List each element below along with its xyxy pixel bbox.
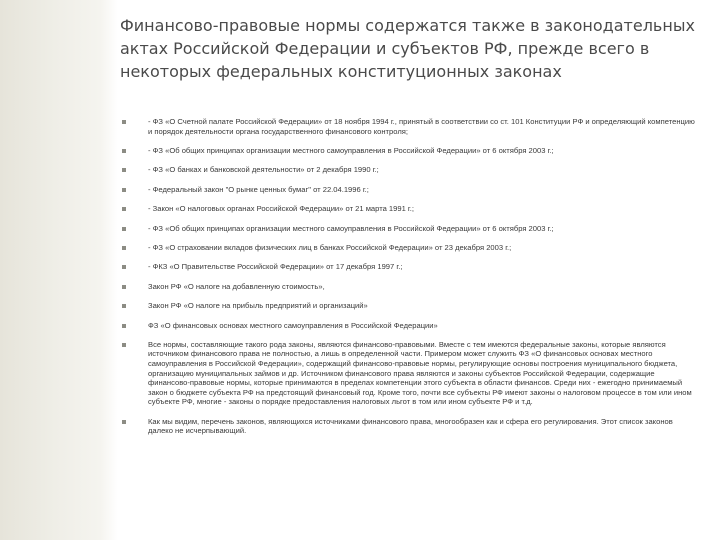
- list-item-text: Закон РФ «О налоге на добавленную стоимость»,: [148, 281, 325, 291]
- list-item-text: - ФЗ «Об общих принципах организации местного самоуправления в Российской Федерации» от 6 октября 2003 г.;: [148, 223, 554, 233]
- slide-title: Финансово-правовые нормы содержатся также в законодательных актах Российской Федерации и субъектов РФ, прежде всего в некоторых федеральных конституционных законах: [120, 16, 695, 81]
- square-bullet-icon: [122, 149, 126, 153]
- list-item: [120, 417, 695, 436]
- square-bullet-icon: [122, 420, 126, 424]
- list-item-text: - Федеральный закон "О рынке ценных бумаг" от 22.04.1996 г.;: [148, 184, 369, 194]
- list-item-text: - ФЗ «О Счетной палате Российской Федерации» от 18 ноября 1994 г., принятый в соответствии со ст. 101 Конституции РФ и определяющий компетенцию и порядок деятельности органа государственного финансового контроля;: [148, 117, 695, 136]
- list-item-text: ФЗ «О финансовых основах местного самоуправления в Российской Федерации»: [148, 320, 438, 330]
- square-bullet-icon: [122, 207, 126, 211]
- list-item-text: Как мы видим, перечень законов, являющихся источниками финансового права, многообразен как и сфера его регулирования. Этот список законов далеко не исчерпывающий.: [148, 416, 673, 436]
- list-item: [120, 204, 695, 214]
- square-bullet-icon: [122, 265, 126, 269]
- square-bullet-icon: [122, 227, 126, 231]
- list-item-text: - ФЗ «Об общих принципах организации местного самоуправления в Российской Федерации» от 6 октября 2003 г.;: [148, 145, 554, 155]
- square-bullet-icon: [122, 285, 126, 289]
- list-item-text: - ФЗ «О страховании вкладов физических лиц в банках Российской Федерации» от 23 декабря 2003 г.;: [148, 242, 512, 252]
- list-item: [120, 117, 695, 136]
- bullet-list: [120, 117, 695, 446]
- square-bullet-icon: [122, 168, 126, 172]
- list-item: [120, 262, 695, 272]
- square-bullet-icon: [122, 246, 126, 250]
- list-item: [120, 224, 695, 234]
- list-item: [120, 146, 695, 156]
- list-item-text: - ФКЗ «О Правительстве Российской Федерации» от 17 декабря 1997 г.;: [148, 262, 403, 272]
- square-bullet-icon: [122, 343, 126, 347]
- list-item: [120, 282, 695, 292]
- list-item: [120, 165, 695, 175]
- square-bullet-icon: [122, 304, 126, 308]
- list-item: [120, 340, 695, 407]
- square-bullet-icon: [122, 120, 126, 124]
- list-item: [120, 321, 695, 331]
- list-item: [120, 301, 695, 311]
- list-item-text: Закон РФ «О налоге на прибыль предприятий и организаций»: [148, 301, 368, 311]
- square-bullet-icon: [122, 188, 126, 192]
- list-item: [120, 185, 695, 195]
- square-bullet-icon: [122, 324, 126, 328]
- list-item-text: - Закон «О налоговых органах Российской Федерации» от 21 марта 1991 г.;: [148, 204, 414, 214]
- list-item: [120, 243, 695, 253]
- list-item-text: - ФЗ «О банках и банковской деятельности» от 2 декабря 1990 г.;: [148, 165, 379, 175]
- list-item-text: Все нормы, составляющие такого рода законы, являются финансово-правовыми. Вместе с тем имеются федеральные законы, которые являются источником финансового права не полностью, а лишь в определенной части. Примером может служить ФЗ «О финансовых основах местного самоуправления в Российской Федерации», содержащий финансово-правовые нормы, регулирующие основы построения муниципального бюджета, организацию муниципальных займов и др. Источником финансового права являются и законы субъектов Российской Федерации, содержащие финансово-правовые нормы, которые принимаются в пределах компетенции этого субъекта в области финансов. Среди них - ежегодно принимаемый закон о бюджете субъекта РФ на предстоящий финансовый год. Кроме того, почти все субъекты РФ имеют законы о налоговом процессе в том или ином субъекте РФ, многие - законы о порядке предоставления налоговых льгот в том или ином субъекте РФ и т.д.: [148, 339, 692, 407]
